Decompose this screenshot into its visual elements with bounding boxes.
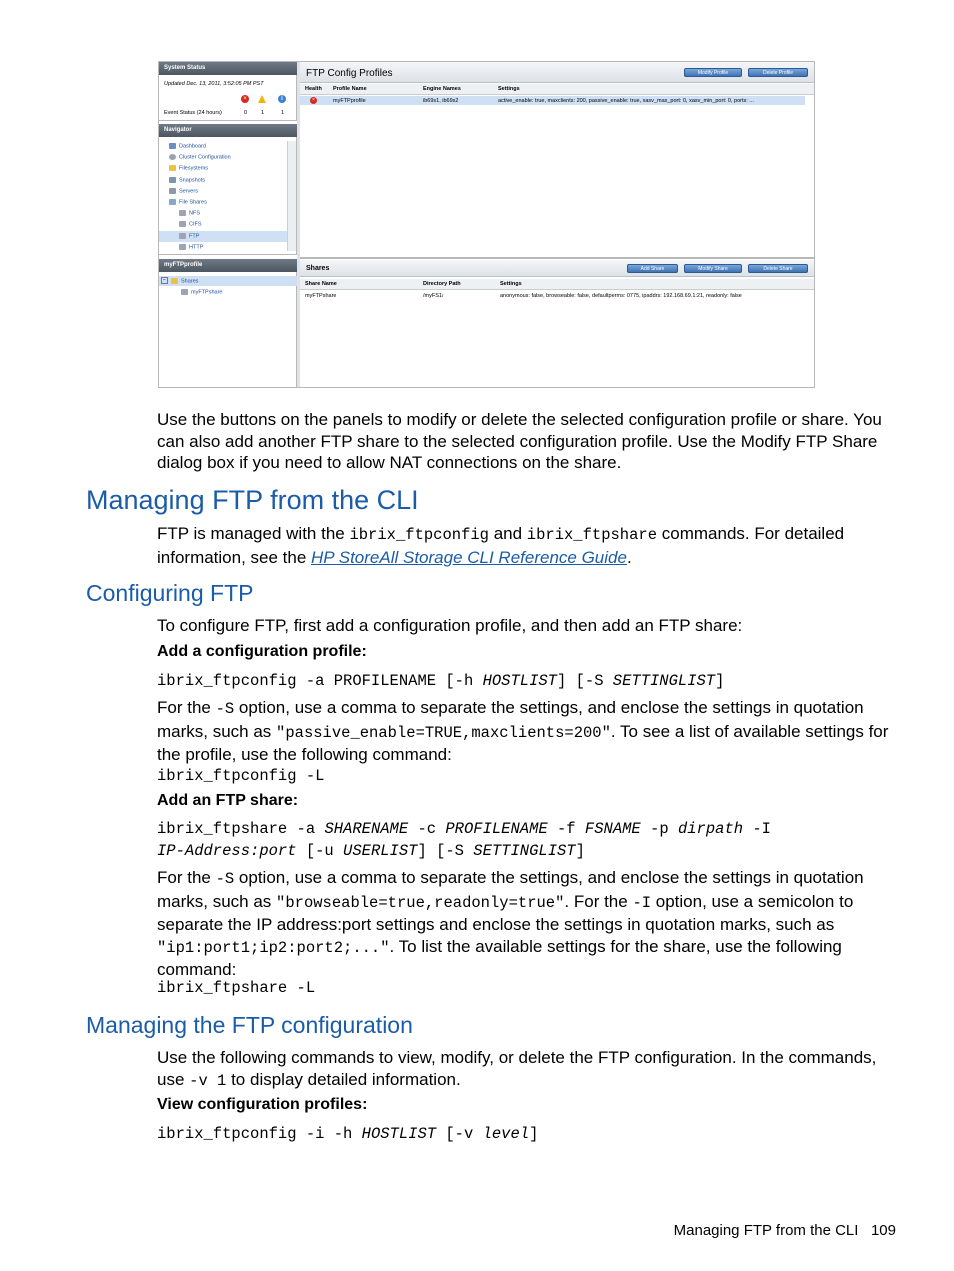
tree-item-shares[interactable]: Shares xyxy=(171,278,198,284)
share-icon xyxy=(179,210,186,216)
column-share-name: Share Name xyxy=(305,281,337,287)
command-add-share-line1: ibrix_ftpshare -a SHARENAME -c PROFILENAME -f FSNAME -p dirpath -I xyxy=(157,820,771,838)
system-status-panel xyxy=(159,75,297,121)
nav-item-dashboard[interactable]: Dashboard xyxy=(169,143,206,149)
error-icon: × xyxy=(241,95,249,103)
profile-panel xyxy=(159,272,297,387)
cell-share-settings: anonymous: false, browseable: false, defaultperms: 0775, ipaddrs: 192.168.69.1:21, readonly: false xyxy=(500,293,742,299)
cli-paragraph: FTP is managed with the ibrix_ftpconfig and ibrix_ftpshare commands. For detailed information, see the HP StoreAll Storage CLI Reference Guide. xyxy=(157,524,845,567)
folder-icon xyxy=(169,165,176,171)
share-icon xyxy=(179,244,186,250)
add-share-button[interactable]: Add Share xyxy=(627,264,678,273)
gear-icon xyxy=(169,154,176,160)
heading-managing-ftp-cli: Managing FTP from the CLI xyxy=(86,485,419,515)
share-note-paragraph: For the -S option, use a comma to separate the settings, and enclose the settings in quotation marks, such as "browseable=true,readonly=true". For the -I option, use a semicolon to separate the IP address:port settings and enclose the settings in quotation marks, such as "ip1:port1;ip2:port2;...". To list the available settings for the share, use the following command: xyxy=(157,868,864,979)
column-directory-path: Directory Path xyxy=(423,281,461,287)
label-add-profile: Add a configuration profile: xyxy=(157,643,367,660)
splitter[interactable] xyxy=(297,62,300,387)
cli-reference-guide-link[interactable]: HP StoreAll Storage CLI Reference Guide xyxy=(311,547,627,567)
column-settings: Settings xyxy=(498,86,520,92)
delete-share-button[interactable]: Delete Share xyxy=(748,264,808,273)
panel-divider xyxy=(300,257,814,259)
modify-profile-button[interactable]: Modify Profile xyxy=(684,68,742,77)
cell-share-name: myFTPshare xyxy=(305,293,337,299)
dashboard-icon xyxy=(169,143,176,149)
share-icon xyxy=(179,233,186,239)
ftp-table-header xyxy=(300,84,814,95)
cell-directory-path: /myFS1/ xyxy=(423,293,444,299)
event-count-errors: 0 xyxy=(244,110,248,116)
error-icon: × xyxy=(310,97,317,104)
page-number: 109 xyxy=(870,1222,896,1239)
shares-title: Shares xyxy=(306,265,330,272)
ftp-config-title: FTP Config Profiles xyxy=(306,68,393,79)
table-row[interactable] xyxy=(300,291,805,300)
info-icon: i xyxy=(278,95,286,103)
heading-configuring-ftp: Configuring FTP xyxy=(86,580,254,606)
page-footer xyxy=(674,1222,896,1239)
nav-item-http[interactable]: HTTP xyxy=(179,244,203,250)
profile-note-paragraph: For the -S option, use a comma to separate the settings, and enclose the settings in quotation marks, such as "passive_enable=TRUE,maxclients=200". To see a list of available settings for the profile, use the following command: xyxy=(157,698,889,764)
event-status-label: Event Status (24 hours) xyxy=(164,110,222,116)
ftp-config-header xyxy=(300,62,814,83)
nav-item-snapshots[interactable]: Snapshots xyxy=(169,177,205,183)
cell-profile-name: myFTPprofile xyxy=(333,98,366,104)
nav-item-servers[interactable]: Servers xyxy=(169,188,198,194)
command-view-profiles: ibrix_ftpconfig -i -h HOSTLIST [-v level] xyxy=(157,1125,539,1143)
status-updated: Updated Dec. 13, 2011, 3:52:05 PM PST xyxy=(164,81,264,87)
cell-engine-names: ib69s1, ib69s2 xyxy=(423,98,459,104)
manage-note-paragraph: Use the following commands to view, modify, or delete the FTP configuration. In the commands, use -v 1 to display detailed information. xyxy=(157,1048,877,1090)
command-add-profile: ibrix_ftpconfig -a PROFILENAME [-h HOSTLIST] [-S SETTINGLIST] xyxy=(157,672,725,690)
profile-panel-title: myFTPprofile xyxy=(159,259,297,272)
shares-table-header xyxy=(300,279,814,290)
label-view-profiles: View configuration profiles: xyxy=(157,1096,368,1113)
delete-profile-button[interactable]: Delete Profile xyxy=(748,68,808,77)
share-icon xyxy=(169,199,176,205)
intro-paragraph: Use the buttons on the panels to modify or delete the selected configuration profile or share. You can also add another FTP share to the selected configuration profile. Use the Modify FTP Share dialog box if you need to allow NAT connections on the share. xyxy=(157,410,882,472)
nav-item-file-shares[interactable]: File Shares xyxy=(169,199,207,205)
modify-share-button[interactable]: Modify Share xyxy=(684,264,742,273)
navigator-panel xyxy=(159,137,297,255)
shares-header xyxy=(300,260,814,277)
snapshot-icon xyxy=(169,177,176,183)
config-intro-paragraph: To configure FTP, first add a configuration profile, and then add an FTP share: xyxy=(157,616,743,635)
folder-icon xyxy=(171,278,178,284)
navigator-scrollbar[interactable] xyxy=(287,141,296,251)
navigator-title: Navigator xyxy=(159,124,297,137)
heading-managing-ftp-configuration: Managing the FTP configuration xyxy=(86,1012,413,1038)
nav-item-nfs[interactable]: NFS xyxy=(179,210,200,216)
table-row[interactable] xyxy=(300,96,805,105)
cell-settings: active_enable: true, maxclients: 200, passive_enable: true, xasv_max_port: 0, xasv_min_port: 0, ports: ... xyxy=(498,98,754,104)
nav-item-cluster-configuration[interactable]: Cluster Configuration xyxy=(169,154,231,160)
tree-item-share[interactable]: myFTPshare xyxy=(181,289,222,295)
event-count-info: 1 xyxy=(281,110,285,116)
nav-item-cifs[interactable]: CIFS xyxy=(179,221,202,227)
command-list-profile-settings: ibrix_ftpconfig -L xyxy=(157,767,325,785)
command-list-share-settings: ibrix_ftpshare -L xyxy=(157,979,316,997)
event-count-warnings: 1 xyxy=(261,110,265,116)
share-icon xyxy=(181,289,188,295)
column-health: Health xyxy=(305,86,322,92)
server-icon xyxy=(169,188,176,194)
warning-icon xyxy=(258,95,266,103)
share-icon xyxy=(179,221,186,227)
management-console-screenshot xyxy=(158,61,815,388)
nav-item-ftp[interactable]: FTP xyxy=(179,233,199,239)
footer-section: Managing FTP from the CLI xyxy=(673,1222,859,1239)
nav-item-filesystems[interactable]: Filesystems xyxy=(169,165,208,171)
column-profile-name: Profile Name xyxy=(333,86,367,92)
label-add-share: Add an FTP share: xyxy=(157,792,299,809)
column-share-settings: Settings xyxy=(500,281,522,287)
collapse-icon[interactable]: − xyxy=(161,277,168,284)
column-engine-names: Engine Names xyxy=(423,86,461,92)
command-add-share-line2: IP-Address:port [-u USERLIST] [-S SETTINGLIST] xyxy=(157,842,585,860)
system-status-title: System Status xyxy=(159,62,297,75)
